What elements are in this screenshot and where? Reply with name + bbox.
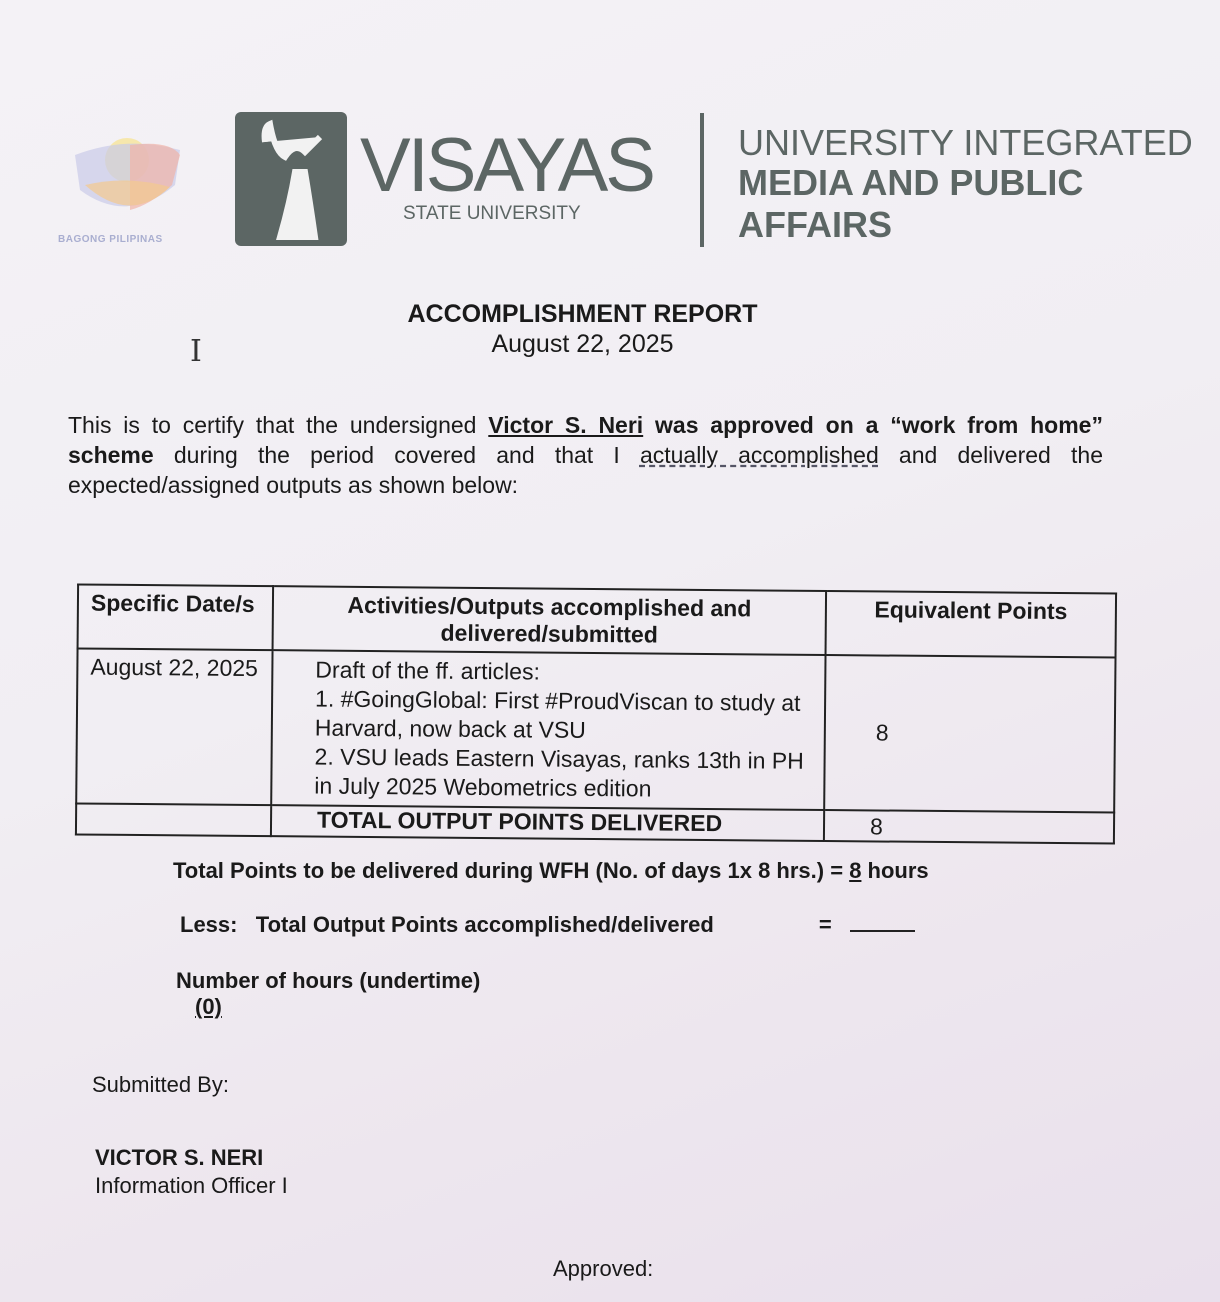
total-label: TOTAL OUTPUT POINTS DELIVERED [271, 805, 824, 841]
activity-item: 1. #GoingGlobal: First #ProudViscan to study at Harvard, now back at VSU [314, 685, 801, 743]
signatory-name: VICTOR S. NERI [95, 1145, 264, 1170]
signatory-position: Information Officer I [95, 1173, 288, 1198]
university-subtitle: STATE UNIVERSITY [403, 203, 581, 224]
total-points-unit: hours [861, 858, 929, 883]
total-empty-cell [76, 803, 271, 836]
cert-text: This is to certify that the undersigned [68, 412, 489, 438]
report-date: August 22, 2025 [491, 330, 674, 358]
text-cursor-icon: I [190, 334, 202, 369]
submitted-by-label: Submitted By: [92, 1072, 229, 1097]
university-name: VISAYAS [360, 123, 653, 208]
activity-intro: Draft of the ff. articles: [315, 656, 541, 685]
employee-name: Victor S. Neri [488, 412, 644, 438]
activity-item: 2. VSU leads Eastern Visayas, ranks 13th in PH in July 2025 Webometrics edition [314, 743, 804, 802]
row-points: 8 [824, 655, 1115, 813]
undertime-label: Number of hours (undertime) [176, 968, 481, 993]
unit-name-line2: MEDIA AND PUBLIC [738, 162, 1084, 203]
cert-underlined-text: actually accomplished [639, 442, 879, 468]
less-label: Less: Total Output Points accomplished/delivered [180, 912, 714, 937]
header-date: Specific Date/s [78, 584, 274, 650]
cert-text: during the period covered and that I [153, 442, 640, 468]
less-line [180, 912, 915, 938]
undertime-value: (0) [195, 994, 222, 1019]
unit-name-line1: UNIVERSITY INTEGRATED [738, 122, 1193, 163]
accomplishment-table [75, 583, 1117, 844]
total-points-label: Total Points to be delivered during WFH (No. of days 1x 8 hrs.) = [173, 858, 850, 883]
table-row [76, 648, 1115, 812]
vsu-emblem-logo [235, 112, 347, 246]
row-activities [271, 650, 825, 810]
certification-paragraph [68, 410, 1103, 500]
unit-name-line3: AFFAIRS [738, 204, 893, 246]
cert-wfh-text: was approved on a “work from home” scheme [68, 412, 1103, 468]
header-activities: Activities/Outputs accomplished and delivered/submitted [273, 586, 827, 655]
report-title: ACCOMPLISHMENT REPORT [407, 300, 758, 328]
less-equals: = [818, 912, 832, 937]
cert-text: and delivered the expected/assigned outputs as shown below: [68, 442, 1103, 498]
bagong-pilipinas-caption: BAGONG PILIPINAS [58, 234, 163, 245]
header-divider [700, 113, 704, 247]
less-blank [850, 930, 915, 932]
table-header-row [78, 584, 1117, 657]
total-points-line [173, 858, 929, 884]
row-date: August 22, 2025 [76, 648, 272, 805]
bagong-pilipinas-logo [70, 115, 185, 225]
approved-label: Approved: [553, 1256, 654, 1281]
total-points: 8 [824, 810, 1114, 844]
header-points: Equivalent Points [826, 591, 1117, 658]
total-points-value: 8 [849, 858, 862, 883]
unit-name-bold [738, 162, 1083, 247]
